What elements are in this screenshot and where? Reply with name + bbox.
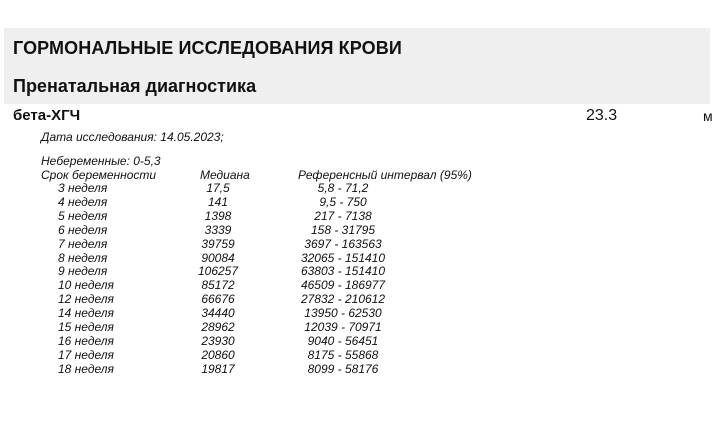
- row-median: 1398: [204, 208, 232, 223]
- row-reference: 63803 - 151410: [300, 264, 386, 279]
- row-reference: 12039 - 70971: [304, 320, 382, 334]
- row-term: 6 неделя: [58, 222, 108, 237]
- study-date: Дата исследования: 14.05.2023;: [41, 130, 224, 144]
- row-term: 10 неделя: [58, 278, 114, 293]
- row-term: 15 неделя: [58, 320, 114, 334]
- row-term: 5 неделя: [58, 208, 108, 223]
- table-row: [0, 362, 520, 376]
- row-reference: 5,8 - 71,2: [317, 181, 369, 195]
- row-term: 14 неделя: [58, 306, 114, 321]
- row-term: 3 неделя: [58, 181, 108, 195]
- subsection-title: Пренатальная диагностика: [13, 76, 257, 96]
- row-term: 16 неделя: [58, 333, 114, 348]
- row-reference: 9,5 - 750: [319, 194, 367, 209]
- row-median: 39759: [201, 236, 235, 251]
- row-term: 8 неделя: [58, 250, 108, 265]
- row-reference: 158 - 31795: [310, 222, 376, 237]
- table-row: [0, 306, 520, 320]
- table-row: [0, 264, 520, 278]
- row-median: 23930: [201, 333, 235, 348]
- row-median: 90084: [201, 250, 235, 265]
- row-median: 141: [207, 194, 229, 209]
- row-median: 20860: [201, 347, 235, 362]
- row-reference: 217 - 7138: [314, 208, 372, 223]
- row-reference: 27832 - 210612: [300, 292, 386, 307]
- table-row: [0, 223, 520, 237]
- table-row: [0, 292, 520, 306]
- row-term: 9 неделя: [58, 264, 108, 279]
- row-term: 12 неделя: [58, 292, 114, 307]
- test-result-value: 23.3: [586, 107, 618, 124]
- row-term: 7 неделя: [58, 236, 108, 251]
- section-title: ГОРМОНАЛЬНЫЕ ИССЛЕДОВАНИЯ КРОВИ: [13, 38, 402, 58]
- table-row: [0, 209, 520, 223]
- row-median: 66676: [201, 292, 235, 307]
- row-reference: 46509 - 186977: [300, 278, 386, 293]
- row-median: 106257: [197, 264, 239, 279]
- row-reference: 3697 - 163563: [304, 236, 382, 251]
- row-reference: 8175 - 55868: [307, 347, 379, 362]
- row-reference: 32065 - 151410: [300, 250, 386, 265]
- column-header-median: Медиана: [200, 168, 250, 182]
- row-median: 34440: [201, 306, 235, 321]
- nonpregnant-reference: Небеременные: 0-5,3: [41, 154, 161, 168]
- row-median: 3339: [204, 222, 232, 237]
- row-reference: 13950 - 62530: [304, 306, 382, 321]
- row-reference: 8099 - 58176: [307, 361, 379, 376]
- table-row: [0, 348, 520, 362]
- column-header-reference: Референсный интервал (95%): [298, 168, 472, 182]
- table-row: [0, 195, 520, 209]
- table-row: [0, 251, 520, 265]
- row-median: 28962: [201, 320, 235, 334]
- table-row: [0, 320, 520, 334]
- test-name: бета-ХГЧ: [13, 107, 81, 124]
- row-reference: 9040 - 56451: [307, 333, 379, 348]
- row-term: 4 неделя: [58, 194, 108, 209]
- row-term: 18 неделя: [58, 361, 114, 376]
- row-median: 17,5: [206, 181, 230, 195]
- table-row: [0, 237, 520, 251]
- test-result-unit: м: [703, 108, 713, 124]
- table-row: [0, 334, 520, 348]
- table-row: [0, 181, 520, 195]
- table-row: [0, 278, 520, 292]
- column-header-term: Срок беременности: [41, 168, 157, 182]
- row-median: 19817: [201, 361, 235, 376]
- row-term: 17 неделя: [58, 347, 114, 362]
- row-median: 85172: [201, 278, 235, 293]
